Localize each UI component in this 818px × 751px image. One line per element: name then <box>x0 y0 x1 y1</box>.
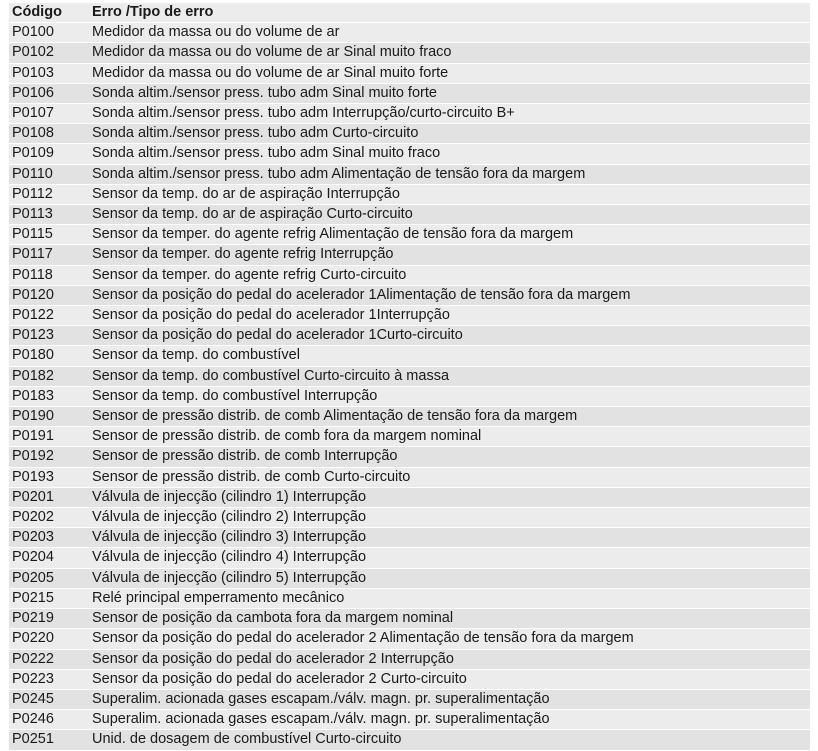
error-code-cell: P0193 <box>9 467 89 487</box>
table-row <box>9 144 810 164</box>
table-row <box>9 43 810 63</box>
error-code-cell: P0182 <box>9 366 89 386</box>
table-row <box>9 205 810 225</box>
error-code-cell: P0120 <box>9 285 89 305</box>
table-row <box>9 649 810 669</box>
error-code-cell: P0123 <box>9 326 89 346</box>
error-description-cell: Sensor da temp. do ar de aspiração Interrupção <box>89 184 810 204</box>
table-row <box>9 467 810 487</box>
table-row <box>9 225 810 245</box>
table-row <box>9 164 810 184</box>
table-row <box>9 326 810 346</box>
error-code-cell: P0108 <box>9 124 89 144</box>
table-row <box>9 528 810 548</box>
table-row <box>9 548 810 568</box>
table-row <box>9 427 810 447</box>
table-row <box>9 23 810 43</box>
error-code-table <box>9 3 810 751</box>
error-code-cell: P0113 <box>9 205 89 225</box>
error-code-cell: P0220 <box>9 629 89 649</box>
error-code-cell: P0109 <box>9 144 89 164</box>
error-description-cell: Unid. de dosagem de combustível Curto-circuito <box>89 730 810 750</box>
error-description-cell: Sonda altim./sensor press. tubo adm Curto-circuito <box>89 124 810 144</box>
error-code-cell: P0223 <box>9 669 89 689</box>
error-code-cell: P0246 <box>9 710 89 730</box>
error-description-cell: Medidor da massa ou do volume de ar Sinal muito fraco <box>89 43 810 63</box>
header-error-type: Erro /Tipo de erro <box>89 3 810 23</box>
table-row <box>9 366 810 386</box>
error-code-cell: P0222 <box>9 649 89 669</box>
error-description-cell: Medidor da massa ou do volume de ar <box>89 23 810 43</box>
error-description-cell: Sonda altim./sensor press. tubo adm Sinal muito forte <box>89 83 810 103</box>
error-description-cell: Sensor da temper. do agente refrig Curto-circuito <box>89 265 810 285</box>
table-header-row <box>9 3 810 23</box>
error-description-cell: Válvula de injecção (cilindro 4) Interrupção <box>89 548 810 568</box>
error-code-cell: P0191 <box>9 427 89 447</box>
error-description-cell: Válvula de injecção (cilindro 3) Interrupção <box>89 528 810 548</box>
error-code-cell: P0183 <box>9 386 89 406</box>
table-row <box>9 306 810 326</box>
table-row <box>9 104 810 124</box>
error-description-cell: Sensor da temper. do agente refrig Interrupção <box>89 245 810 265</box>
table-row <box>9 63 810 83</box>
error-code-cell: P0202 <box>9 508 89 528</box>
table-row <box>9 346 810 366</box>
error-description-cell: Sensor da temper. do agente refrig Alimentação de tensão fora da margem <box>89 225 810 245</box>
error-description-cell: Sensor da posição do pedal do acelerador 2 Alimentação de tensão fora da margem <box>89 629 810 649</box>
table-row <box>9 669 810 689</box>
error-description-cell: Válvula de injecção (cilindro 2) Interrupção <box>89 508 810 528</box>
error-description-cell: Relé principal emperramento mecânico <box>89 588 810 608</box>
error-code-cell: P0117 <box>9 245 89 265</box>
table-body <box>9 23 810 750</box>
error-code-cell: P0115 <box>9 225 89 245</box>
error-code-cell: P0122 <box>9 306 89 326</box>
error-description-cell: Sensor da posição do pedal do acelerador 2 Interrupção <box>89 649 810 669</box>
error-description-cell: Sonda altim./sensor press. tubo adm Interrupção/curto-circuito B+ <box>89 104 810 124</box>
table-row <box>9 568 810 588</box>
error-description-cell: Sensor de pressão distrib. de comb Interrupção <box>89 447 810 467</box>
table-row <box>9 184 810 204</box>
error-code-cell: P0102 <box>9 43 89 63</box>
error-code-cell: P0204 <box>9 548 89 568</box>
error-description-cell: Superalim. acionada gases escapam./válv. magn. pr. superalimentação <box>89 710 810 730</box>
error-description-cell: Sensor da posição do pedal do acelerador 1Interrupção <box>89 306 810 326</box>
error-code-cell: P0103 <box>9 63 89 83</box>
error-code-cell: P0205 <box>9 568 89 588</box>
header-code: Código <box>9 3 89 23</box>
table-row <box>9 588 810 608</box>
error-code-cell: P0190 <box>9 407 89 427</box>
error-code-cell: P0118 <box>9 265 89 285</box>
error-description-cell: Superalim. acionada gases escapam./válv. magn. pr. superalimentação <box>89 689 810 709</box>
error-description-cell: Sensor da posição do pedal do acelerador 2 Curto-circuito <box>89 669 810 689</box>
table-row <box>9 447 810 467</box>
error-description-cell: Sensor da temp. do combustível Curto-circuito à massa <box>89 366 810 386</box>
error-description-cell: Sensor de pressão distrib. de comb Alimentação de tensão fora da margem <box>89 407 810 427</box>
error-code-cell: P0100 <box>9 23 89 43</box>
table-row <box>9 124 810 144</box>
error-code-cell: P0215 <box>9 588 89 608</box>
error-code-cell: P0107 <box>9 104 89 124</box>
error-description-cell: Sensor da posição do pedal do acelerador 1Curto-circuito <box>89 326 810 346</box>
error-code-cell: P0203 <box>9 528 89 548</box>
error-description-cell: Válvula de injecção (cilindro 5) Interrupção <box>89 568 810 588</box>
error-description-cell: Sensor de pressão distrib. de comb fora da margem nominal <box>89 427 810 447</box>
table-row <box>9 730 810 750</box>
table-row <box>9 508 810 528</box>
table-row <box>9 245 810 265</box>
error-description-cell: Sonda altim./sensor press. tubo adm Sinal muito fraco <box>89 144 810 164</box>
error-code-cell: P0251 <box>9 730 89 750</box>
table-row <box>9 609 810 629</box>
table-row <box>9 689 810 709</box>
table-row <box>9 710 810 730</box>
error-code-cell: P0110 <box>9 164 89 184</box>
error-description-cell: Sensor da temp. do ar de aspiração Curto-circuito <box>89 205 810 225</box>
error-code-cell: P0192 <box>9 447 89 467</box>
error-description-cell: Sensor de pressão distrib. de comb Curto-circuito <box>89 467 810 487</box>
table-row <box>9 629 810 649</box>
error-code-cell: P0245 <box>9 689 89 709</box>
error-description-cell: Válvula de injecção (cilindro 1) Interrupção <box>89 487 810 507</box>
table-row <box>9 487 810 507</box>
error-code-table-container <box>9 3 810 751</box>
error-description-cell: Sensor da posição do pedal do acelerador 1Alimentação de tensão fora da margem <box>89 285 810 305</box>
error-code-cell: P0180 <box>9 346 89 366</box>
table-row <box>9 386 810 406</box>
error-code-cell: P0201 <box>9 487 89 507</box>
error-code-cell: P0219 <box>9 609 89 629</box>
error-description-cell: Sensor da temp. do combustível Interrupção <box>89 386 810 406</box>
error-description-cell: Sensor da temp. do combustível <box>89 346 810 366</box>
table-row <box>9 265 810 285</box>
table-row <box>9 407 810 427</box>
table-row <box>9 285 810 305</box>
error-code-cell: P0112 <box>9 184 89 204</box>
error-description-cell: Sensor de posição da cambota fora da margem nominal <box>89 609 810 629</box>
error-description-cell: Sonda altim./sensor press. tubo adm Alimentação de tensão fora da margem <box>89 164 810 184</box>
error-code-cell: P0106 <box>9 83 89 103</box>
table-row <box>9 83 810 103</box>
error-description-cell: Medidor da massa ou do volume de ar Sinal muito forte <box>89 63 810 83</box>
